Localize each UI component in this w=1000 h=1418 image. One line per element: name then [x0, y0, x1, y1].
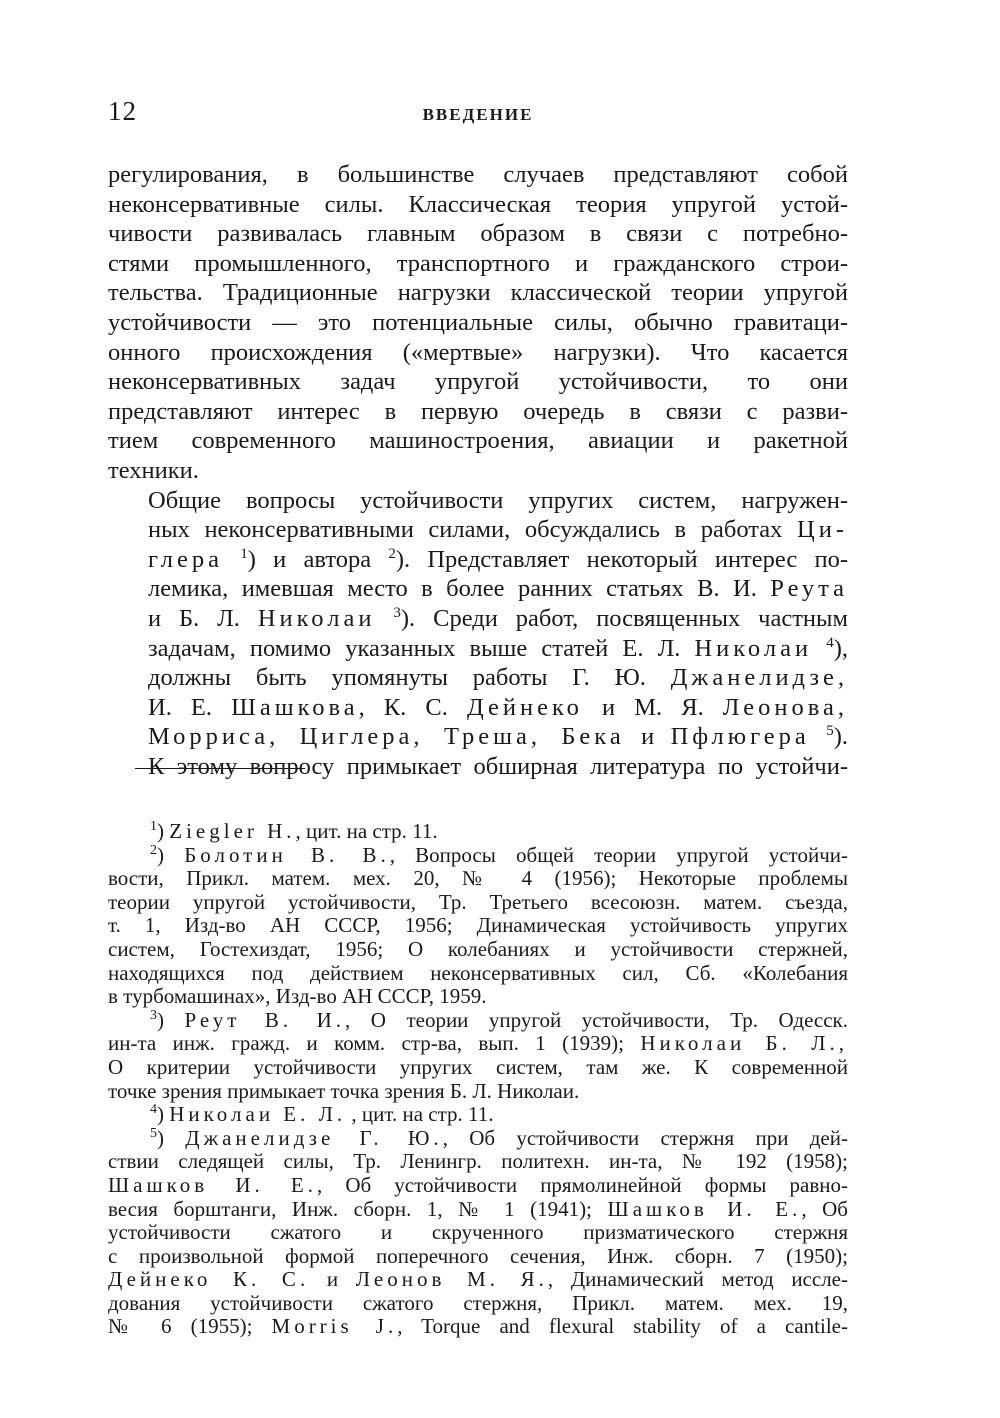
body-line: неконсервативные силы. Классическая теория упругой устой-	[108, 190, 848, 218]
body-line: К этому вопросу примыкает обширная литература по устойчи-	[148, 752, 848, 780]
author-name: Николаи Б. Л.,	[640, 1031, 848, 1056]
footnote-4	[108, 1103, 848, 1127]
footnote-separator	[135, 768, 305, 769]
author-name: Джанелидзе,	[670, 664, 848, 692]
footnote-ref: 2	[388, 545, 396, 562]
footnote-line: вости, Прикл. матем. мех. 20, № 4 (1956); Некоторые проблемы	[108, 866, 848, 891]
body-line: Общие вопросы устойчивости упругих систем, нагружен-	[148, 486, 848, 514]
footnote-1	[108, 820, 848, 844]
body-line: лемика, имевшая место в более ранних статьях В. И. Реута	[148, 575, 848, 603]
author-name: Реут В. И.	[184, 1007, 346, 1032]
author-name: Ци-	[797, 516, 848, 544]
footnote-line: точке зрения примыкает точка зрения Б. Л. Николаи.	[108, 1078, 580, 1103]
body-line: тельства. Традиционные нагрузки классической теории упругой	[108, 279, 848, 307]
paragraph-1	[108, 160, 848, 486]
footnote-line: $^4$) Николаи Е. Л. , цит. на стр. 11.	[150, 1102, 494, 1127]
body-line: и Б. Л. Николаи $^3$). Среди работ, посвященных частным	[148, 604, 849, 632]
body-line: Морриса, Циглера, Треша, Бека и Пфлюгера $^5$).	[148, 723, 848, 751]
footnote-line: в турбомашинах», Изд-во АН СССР, 1959.	[108, 984, 487, 1009]
author-name: Шашков И. Е.	[108, 1172, 317, 1197]
paragraph-2	[108, 486, 848, 782]
author-name: Ziegler H.	[169, 819, 296, 843]
footnote-ref: 1	[240, 545, 248, 562]
footnote-2	[108, 844, 848, 1009]
author-name: Николаи	[694, 634, 813, 662]
footnote-line: $^3$) Реут В. И., О теории упругой устойчивости, Тр. Одесск.	[150, 1007, 849, 1032]
author-name: Леонова,	[722, 693, 848, 721]
footnote-mark: 1	[150, 819, 157, 834]
footnote-line: Дейнеко К. С. и Леонов М. Я., Динамический метод иссле-	[108, 1267, 848, 1292]
footnote-mark: 5	[150, 1125, 157, 1141]
footnote-mark: 4	[150, 1102, 157, 1118]
body-line: неконсервативных задач упругой устойчивости, то они	[108, 368, 848, 396]
page-number: 12	[108, 96, 137, 126]
footnote-line: $^5$) Джанелидзе Г. Ю., Об устойчивости стержня при дей-	[150, 1125, 848, 1150]
footnote-line: № 6 (1955); Morris J., Torque and flexural stability of a cantile-	[108, 1314, 848, 1339]
author-name: Николаи Е. Л.	[169, 1102, 347, 1127]
footnote-5	[108, 1127, 848, 1339]
author-name: Реута	[770, 575, 848, 603]
footnote-line: Шашков И. Е., Об устойчивости прямолинейной формы равно-	[108, 1172, 848, 1197]
author-name: Леонов М. Я.	[355, 1267, 548, 1292]
footnote-ref: 4	[826, 634, 834, 651]
author-name: глера	[148, 545, 224, 573]
body-line: должны быть упомянуты работы Г. Ю. Джанелидзе,	[148, 664, 848, 692]
author-name: Шашкова	[231, 693, 359, 721]
footnotes	[108, 820, 848, 1339]
body-line: онного происхождения («мертвые» нагрузки). Что касается	[108, 338, 848, 366]
body-text	[108, 160, 848, 781]
footnote-line: систем, Гостехиздат, 1956; О колебаниях и устойчивости стержней,	[108, 936, 848, 961]
footnote-line: теории упругой устойчивости, Тр. Третьего всесоюзн. матем. съезда,	[108, 889, 848, 914]
author-name: Шашков И. Е.	[607, 1196, 802, 1221]
chapter-title: ВВЕДЕНИЕ	[422, 105, 534, 124]
footnote-line: устойчивости сжатого и скрученного призматического стержня	[108, 1220, 848, 1245]
author-name: Болотин В. В.	[184, 842, 390, 867]
body-line: регулирования, в большинстве случаев представляют собой	[108, 161, 848, 188]
author-name: Дейнеко К. С.	[108, 1267, 310, 1292]
body-line: тием современного машиностроения, авиации и ракетной	[108, 427, 848, 455]
body-line: чивости развивалась главным образом в связи с потребно-	[108, 220, 848, 248]
body-line: глера $^1$) и автора $^2$). Представляет некоторый интерес по-	[148, 545, 848, 573]
body-line: задачам, помимо указанных выше статей Е. Л. Николаи $^4$),	[148, 634, 849, 662]
footnote-line: весия борштанги, Инж. сборн. 1, № 1 (1941); Шашков И. Е., Об	[108, 1196, 848, 1221]
author-name: Пфлюгера	[670, 723, 810, 751]
footnote-line: ствии следящей силы, Тр. Ленингр. политехн. ин-та, № 192 (1958);	[108, 1149, 848, 1174]
author-name: Morris J.	[271, 1314, 398, 1339]
footnote-mark: 2	[150, 842, 157, 858]
footnote-mark: 3	[150, 1007, 157, 1023]
footnote-line: находящихся под действием неконсервативных сил, Сб. «Колебания	[108, 960, 848, 985]
body-line: стями промышленного, транспортного и гражданского строи-	[108, 249, 848, 277]
author-name: Дейнеко	[466, 693, 583, 721]
footnote-line: $^1$) Ziegler H., цит. на стр. 11.	[150, 819, 438, 843]
footnote-line: с произвольной формой поперечного сечения, Инж. сборн. 7 (1950);	[108, 1243, 848, 1268]
body-line: устойчивости — это потенциальные силы, обычно гравитаци-	[108, 308, 848, 336]
author-name: Джанелидзе Г. Ю.	[185, 1125, 443, 1150]
body-line: представляют интерес в первую очередь в связи с разви-	[108, 397, 848, 425]
body-line: И. Е. Шашкова, К. С. Дейнеко и М. Я. Леонова,	[148, 693, 848, 721]
author-name: Морриса, Циглера, Треша, Бека	[148, 723, 625, 751]
footnote-line: дования устойчивости сжатого стержня, Прикл. матем. мех. 19,	[108, 1290, 848, 1315]
footnote-line: $^2$) Болотин В. В., Вопросы общей теории упругой устойчи-	[150, 842, 848, 867]
body-line: ных неконсервативными силами, обсуждались в работах Ци-	[148, 516, 848, 544]
footnote-ref: 3	[393, 604, 401, 621]
body-line: техники.	[108, 456, 199, 484]
running-head	[108, 96, 848, 136]
footnote-3	[108, 1009, 848, 1103]
footnote-line: ин-та инж. гражд. и комм. стр-ва, вып. 1 (1939); Николаи Б. Л.,	[108, 1031, 848, 1056]
footnote-line: т. 1, Изд-во АН СССР, 1956; Динамическая устойчивость упругих	[108, 913, 848, 938]
author-name: Николаи	[257, 604, 376, 632]
footnote-line: О критерии устойчивости упругих систем, там же. К современной	[108, 1054, 848, 1079]
footnote-ref: 5	[826, 723, 834, 740]
